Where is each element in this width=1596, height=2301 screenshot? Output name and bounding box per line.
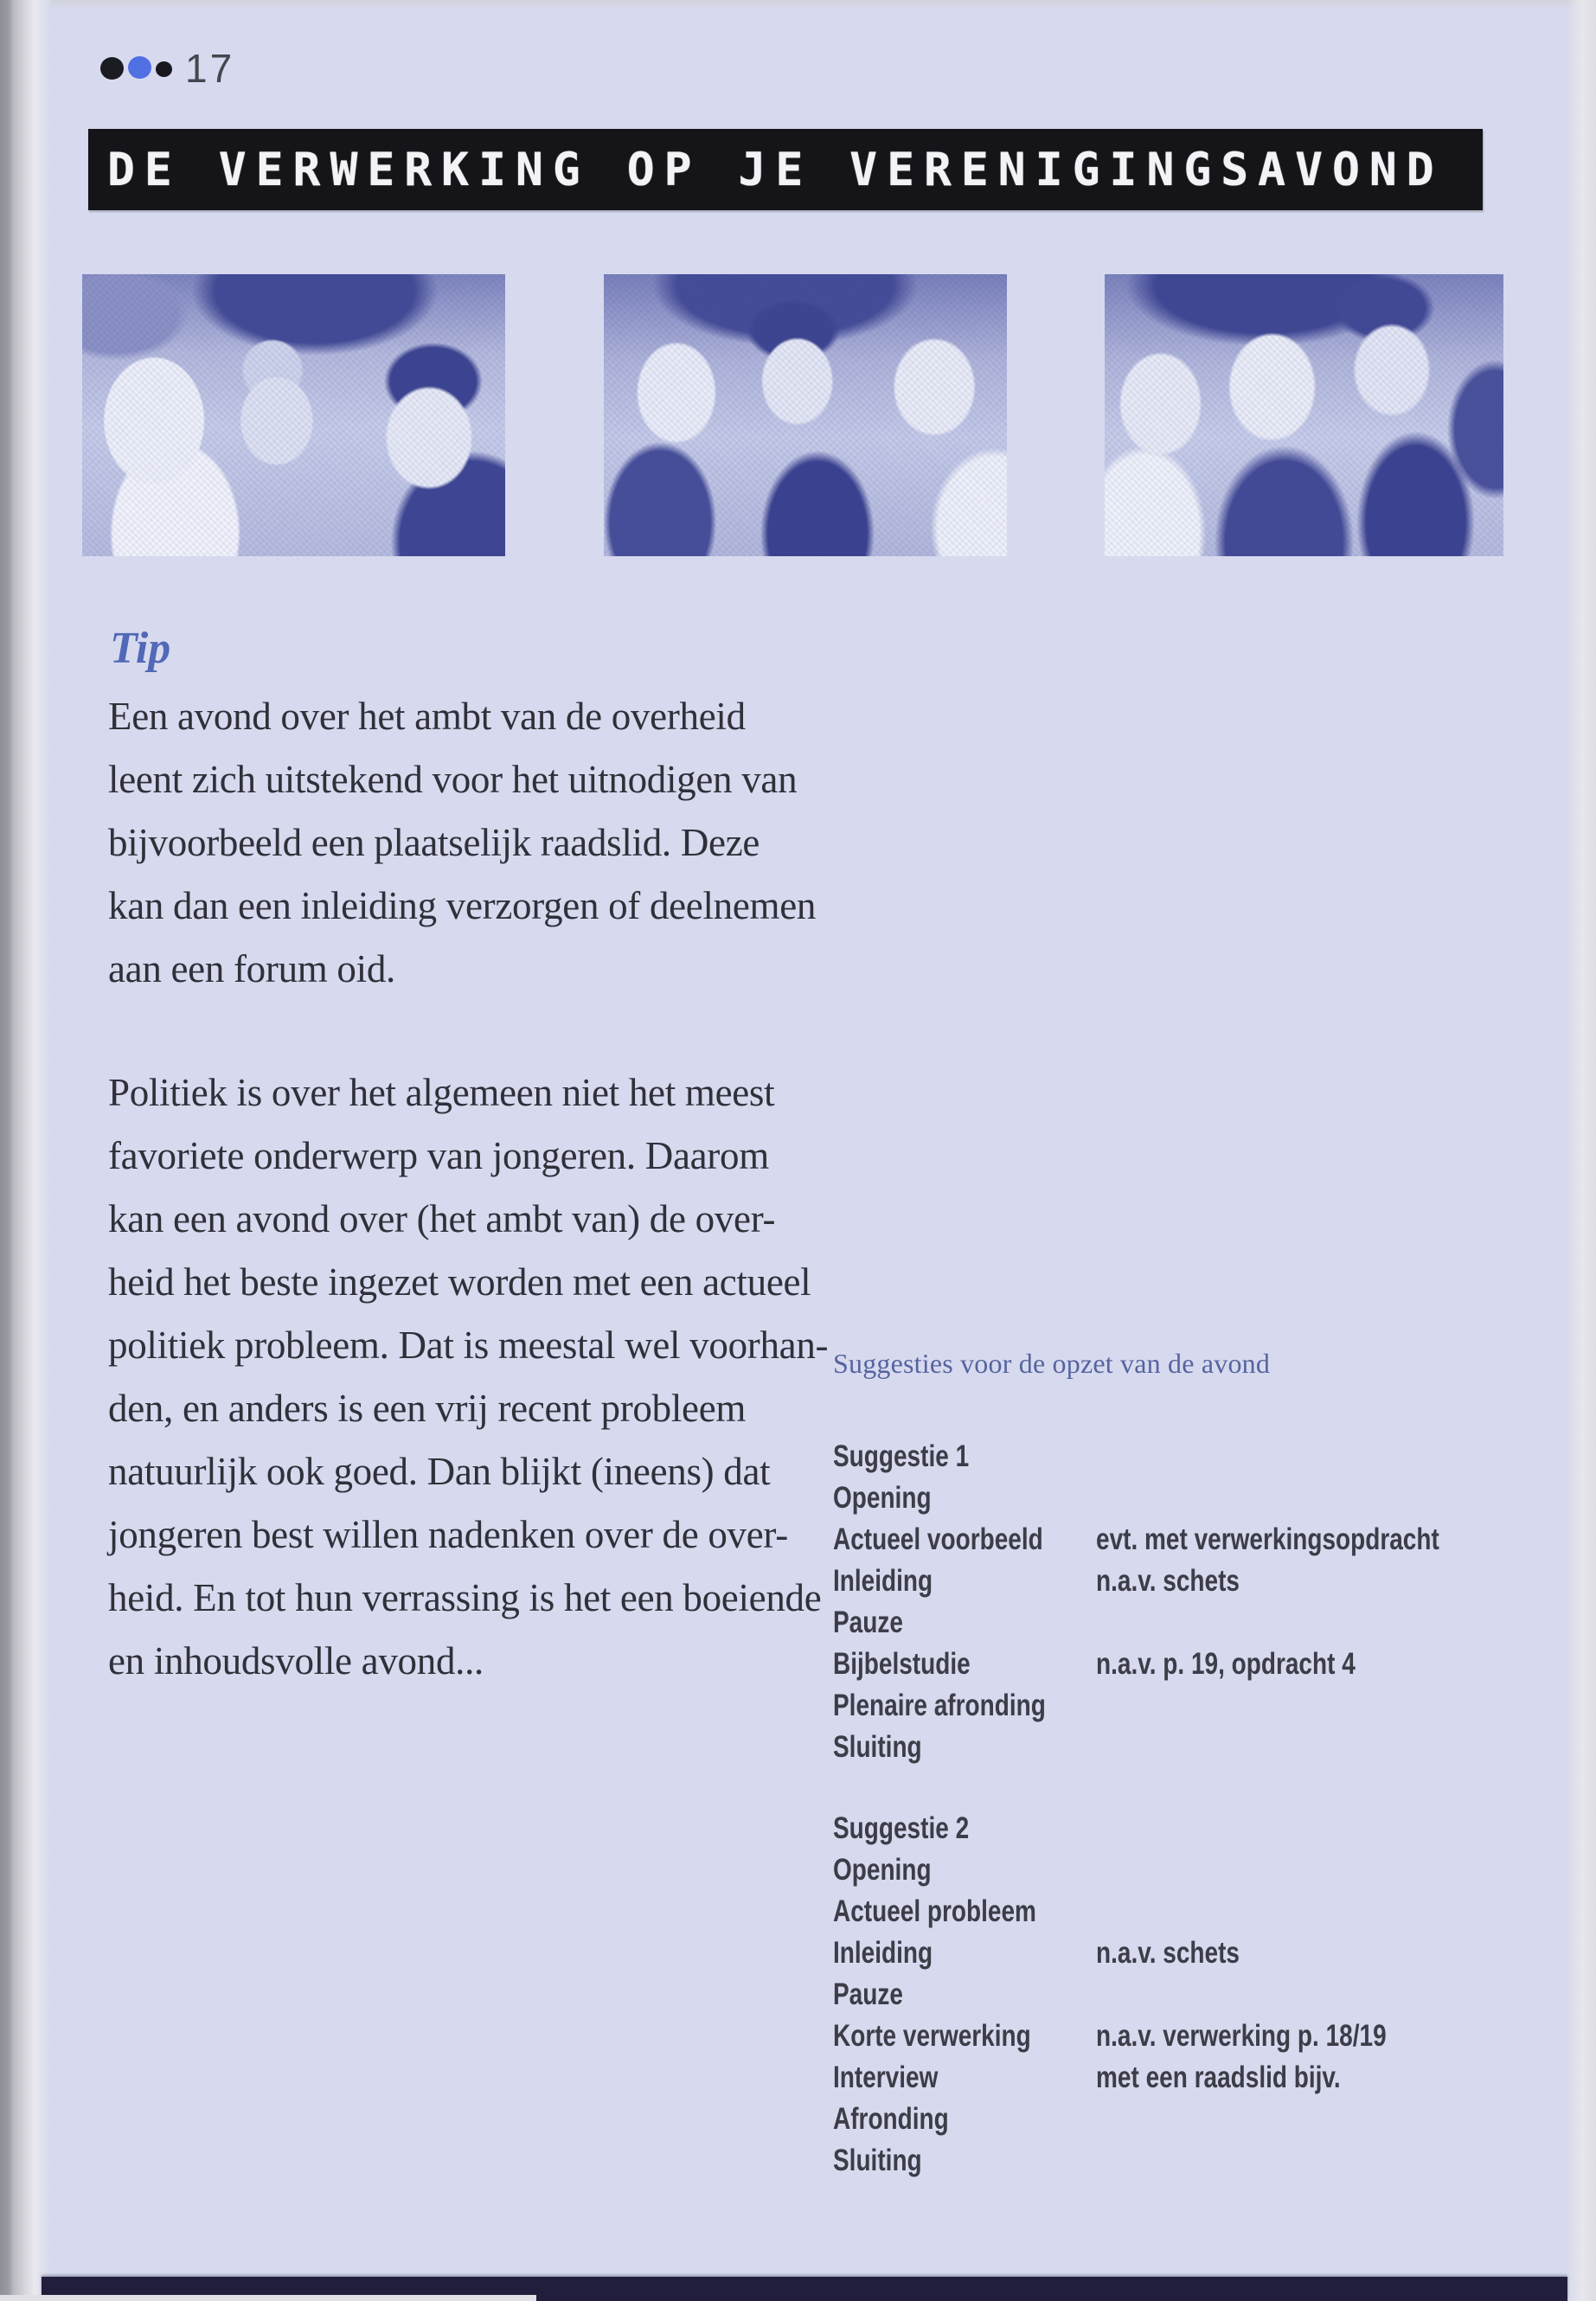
program-item: Opening — [833, 1481, 932, 1515]
suggestion-row — [833, 1685, 1516, 1727]
program-item: Korte verwerking — [833, 2019, 1031, 2053]
program-item: Inleiding — [833, 1936, 933, 1970]
paragraph-line: Een avond over het ambt van de overheid — [108, 695, 746, 738]
suggestion-row — [833, 2016, 1516, 2057]
paragraph-line: heid het beste ingezet worden met een actueel — [108, 1260, 811, 1304]
program-item: Bijbelstudie — [833, 1647, 971, 1681]
suggestion-row — [833, 1477, 1516, 1519]
paragraph-line: politiek probleem. Dat is meestal wel voorhan- — [108, 1324, 829, 1367]
paragraph-line: kan een avond over (het ambt van) de over- — [108, 1197, 776, 1240]
suggestion-group-1 — [833, 1436, 1516, 1768]
program-item: Sluiting — [833, 2144, 922, 2177]
program-note: n.a.v. p. 19, opdracht 4 — [1096, 1647, 1356, 1681]
scan-right-edge — [1566, 0, 1596, 2301]
program-note: met een raadslid bijv. — [1096, 2061, 1341, 2094]
body-paragraph — [108, 1061, 904, 1693]
program-item: Actueel probleem — [833, 1894, 1036, 1928]
paragraph-line: den, en anders is een vrij recent probleem — [108, 1387, 747, 1430]
program-item: Opening — [833, 1853, 932, 1887]
suggestion-row — [833, 1519, 1516, 1561]
paragraph-line: jongeren best willen nadenken over de over- — [108, 1513, 788, 1556]
photo-grain — [82, 274, 505, 556]
program-item: Pauze — [833, 1977, 903, 2011]
program-item: Interview — [833, 2061, 939, 2094]
suggestion-row — [833, 1644, 1516, 1685]
suggestion-row — [833, 2140, 1516, 2182]
paragraph-line: kan dan een inleiding verzorgen of deelnemen — [108, 884, 817, 927]
program-item: Sluiting — [833, 1730, 922, 1764]
paragraph-line: heid. En tot hun verrassing is het een boeiende — [108, 1576, 822, 1619]
program-item: Inleiding — [833, 1564, 933, 1598]
suggestion-row — [833, 2057, 1516, 2099]
suggestion-group-2 — [833, 1808, 1516, 2182]
crowd-photo-3 — [1105, 274, 1503, 556]
paragraph-line: bijvoorbeeld een plaatselijk raadslid. Deze — [108, 821, 760, 864]
page-number: 17 — [185, 46, 235, 91]
suggestions-heading: Suggesties voor de opzet van de avond — [833, 1348, 1271, 1379]
program-item: Plenaire afronding — [833, 1689, 1046, 1722]
suggestion-row — [833, 1932, 1516, 1974]
tip-heading: Tip — [110, 624, 171, 673]
program-note: evt. met verwerkingsopdracht — [1096, 1522, 1439, 1556]
suggestion-row — [833, 1727, 1516, 1768]
paragraph-line: leent zich uitstekend voor het uitnodigen van — [108, 758, 798, 801]
chapter-title-bar — [88, 129, 1483, 210]
paragraph-line: en inhoudsvolle avond... — [108, 1639, 484, 1682]
suggestion-row — [833, 1891, 1516, 1932]
program-item: Afronding — [833, 2102, 949, 2136]
program-note: n.a.v. schets — [1096, 1564, 1240, 1598]
scan-left-edge — [0, 0, 50, 2301]
suggestion-group-title: Suggestie 2 — [833, 1811, 970, 1845]
program-note: n.a.v. verwerking p. 18/19 — [1096, 2019, 1387, 2053]
suggestion-group-title: Suggestie 1 — [833, 1439, 970, 1473]
paragraph-line: aan een forum oid. — [108, 947, 395, 990]
paragraph-line: Politiek is over het algemeen niet het meest — [108, 1071, 775, 1114]
suggestion-row — [833, 1849, 1516, 1891]
tip-paragraph — [108, 685, 904, 1001]
paragraph-line: natuurlijk ook goed. Dan blijkt (ineens) dat — [108, 1450, 771, 1493]
paragraph-line: favoriete onderwerp van jongeren. Daarom — [108, 1134, 769, 1177]
suggestion-row — [833, 1974, 1516, 2016]
suggestion-row — [833, 1561, 1516, 1602]
scan-bottom-edge — [0, 2295, 536, 2301]
page-marker-dot-1 — [100, 57, 124, 80]
program-note: n.a.v. schets — [1096, 1936, 1240, 1970]
chapter-title: DE VERWERKING OP JE VERENIGINGSAVOND — [107, 143, 1444, 196]
program-item: Actueel voorbeeld — [833, 1522, 1043, 1556]
crowd-photo-1 — [82, 274, 505, 556]
photo-grain — [1105, 274, 1503, 556]
suggestion-row — [833, 1602, 1516, 1644]
page-marker-dot-2 — [128, 56, 151, 79]
photo-grain — [604, 274, 1007, 556]
scan-top-edge — [0, 0, 1596, 8]
suggestion-row — [833, 2099, 1516, 2140]
page-marker-dot-3 — [156, 61, 172, 77]
program-item: Pauze — [833, 1606, 903, 1639]
crowd-photo-2 — [604, 274, 1007, 556]
